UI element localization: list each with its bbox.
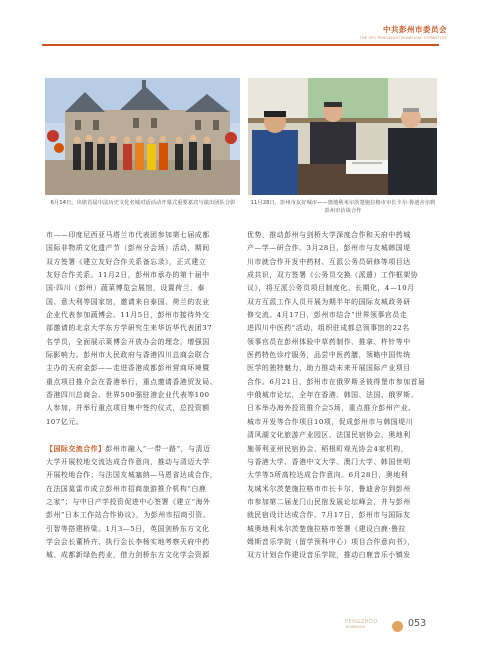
body-line: 市参加第二届龙门山民宿发展论坛峰会，并与彭州 <box>247 497 411 506</box>
body-line: 大学开展校地交流达成合作意向，推动与清迈大学 <box>46 457 210 466</box>
body-line: 引智等搭建桥梁。1月3—5日，英国剑桥东方文化 <box>46 524 210 533</box>
body-line: 施蒂利亚州民宿协会、稻根町观光协会4家机构， <box>247 444 409 453</box>
body-line: 开展校地合作；与法国友城塞纳—马恩省达成合作， <box>46 471 218 480</box>
body-line: 之家”；与中日产学投资促进中心签署《建立“海外 <box>46 497 211 506</box>
body-line: 医学的独特魅力，助力推动未来开展国际产业项目 <box>247 364 411 373</box>
text-column-left <box>46 229 237 563</box>
photo-caption-right: 11月28日，彭州市友好城市——奥地利米尔茨楚施拉格市市长卡尔·鲁迪舍尔到彭州市访谈合作 <box>250 200 436 214</box>
body-line: 与香港大学、香港中文大学、澳门大学、韩国世明 <box>247 457 411 466</box>
body-line: 学会会长董桥卉、执行会长李杨实地考察天府中药 <box>46 537 210 546</box>
body-line: 人参加，并举行重点项目集中签约仪式，总投资额 <box>46 404 210 413</box>
body-line: 部邀请的北京大学东方学研究生来华访华代表团37 <box>46 324 213 333</box>
paragraph-gap <box>46 429 237 442</box>
body-line: 彭州”日本工作站合作协议》，为彭州市招商引资、 <box>46 511 211 520</box>
photo-caption-left: 6月14日，出席首届中法历史文化名城对话活动开幕式重要嘉宾与演出团队合影 <box>50 200 236 206</box>
body-line: 成共识，双方签署《公务员交换（派遣）工作框架协 <box>247 271 419 280</box>
page-dot-icon <box>392 621 403 632</box>
body-line: 优势，推动彭州与剑桥大学深度合作和天府中药城 <box>247 231 411 239</box>
section-tag: 【国际交流合作】 <box>46 444 106 453</box>
body-line: 市——印度尼西亚马塔兰市代表团参加第七届成都 <box>46 231 210 239</box>
body-line: 议》，将互派公务员项目制度化、长期化，4—10月 <box>247 284 415 293</box>
body-line: 友好合作关系。11月2日，彭州市承办的第十届中 <box>46 271 210 280</box>
section-first-line-text: 彭州市融入“一带一路”，与清迈 <box>105 444 211 453</box>
section-first-line <box>46 443 237 456</box>
text-column-right <box>247 229 437 563</box>
body-line: 进四川中医药”活动，组织驻成都总领事馆的22名 <box>247 324 410 333</box>
body-line: 姆斯音乐学院（留学预科中心）项目合作意向书》， <box>247 537 415 546</box>
body-line: 城市开发等合作项目10项，促成彭州市与韩国堤川 <box>247 417 414 426</box>
body-line: 际影响力。彭州市人民政府与香港四川总商会联合 <box>46 351 210 360</box>
body-line: 国·四川（彭州）蔬菜博览会展馆，设置荷兰、泰 <box>46 284 205 293</box>
page-header <box>359 24 447 40</box>
body-line: 就民宿设计达成合作。7月17日，彭州市与国际友 <box>247 511 411 520</box>
body-line: 双方签署《建立友好合作关系备忘录》，正式建立 <box>46 257 207 266</box>
footer-stamp-subtitle: YEARBOOK <box>345 625 365 629</box>
body-line: 领事官员在彭州体验中草药制作、推拿、杵针等中 <box>247 337 411 346</box>
footer-stamp-title: PENGZHOU <box>345 619 378 625</box>
body-line: 友城米尔茨楚施拉格市市长卡尔，鲁迪舍尔到彭州 <box>247 484 411 493</box>
body-line: 城奥地利米尔茨楚施拉格市签署《建设白鹿·鲁拉 <box>247 524 406 533</box>
photo-group-chateau <box>45 78 240 195</box>
body-line: 107亿元。 <box>46 417 84 426</box>
body-line: 香港四川总商会、世界500强驻港企业代表等100 <box>46 391 210 400</box>
body-line: 在法国莫雷市成立彭州市招商旅游推介机构“白鹿 <box>46 484 207 493</box>
body-line: 日本举办海外投资推介会5场，重点推介彭州产业、 <box>247 404 416 413</box>
body-line: 合作。6月21日，彭州市在俄罗斯圣彼得堡市参加首届 <box>247 377 426 386</box>
header-subtitle: THE CPC PENGZHOU MUNICIPAL COMMITTEE <box>359 36 447 40</box>
body-line: 清风湖文化旅游产业园区、法国民宿协会、奥地利 <box>247 431 411 440</box>
body-line: 修交流。4月17日，彭州市结合“世界领事官员走 <box>247 311 408 320</box>
body-line: 双方计划合作建设音乐学院，推动白鹿音乐小镇发 <box>247 551 411 560</box>
header-rule <box>42 44 439 46</box>
page-number: 053 <box>408 618 427 629</box>
body-line: 川市就合作开发中药材、互派公务员研修等项目达 <box>247 257 411 266</box>
footer-yearbook-stamp <box>345 620 378 630</box>
body-line: 大学等5所高校达成合作意向。6月28日，奥地利 <box>247 471 409 480</box>
body-line: 双方互派工作人员开展为期半年的国际友城政务研 <box>247 297 411 306</box>
body-line: 产—学—研合作。3月28日，彭州市与友城韩国堤 <box>247 244 411 253</box>
body-line: 主办的天府金彭——走进香港成都彭州营商环境暨 <box>46 364 210 373</box>
photo-meeting <box>248 78 437 195</box>
body-line: 医药特色诊疗服务，品尝中医药膳，领略中国传统 <box>247 351 411 360</box>
header-title: 中共彭州市委员会 <box>383 25 447 34</box>
body-line: 名学员，全面展示莱博会开放办会的理念，增强国 <box>46 337 210 346</box>
body-line: 企业代表参加蔬博会。11月5日，彭州市接待外交 <box>46 311 210 320</box>
body-line: 国、意大利等国家馆，邀请来自泰国、荷兰的农业 <box>46 297 210 306</box>
body-line: 城、成都新绿色药业，借力剑桥东方文化学会资源 <box>46 551 210 560</box>
body-line: 中俄城市论坛，全年在香港、韩国、法国、俄罗斯、 <box>247 391 419 400</box>
body-line: 国际非物质文化遗产节（彭州分会场）活动，期间 <box>46 244 210 253</box>
body-line: 重点项目推介会在香港举行，重点邀请香港贸发局、 <box>46 377 218 386</box>
